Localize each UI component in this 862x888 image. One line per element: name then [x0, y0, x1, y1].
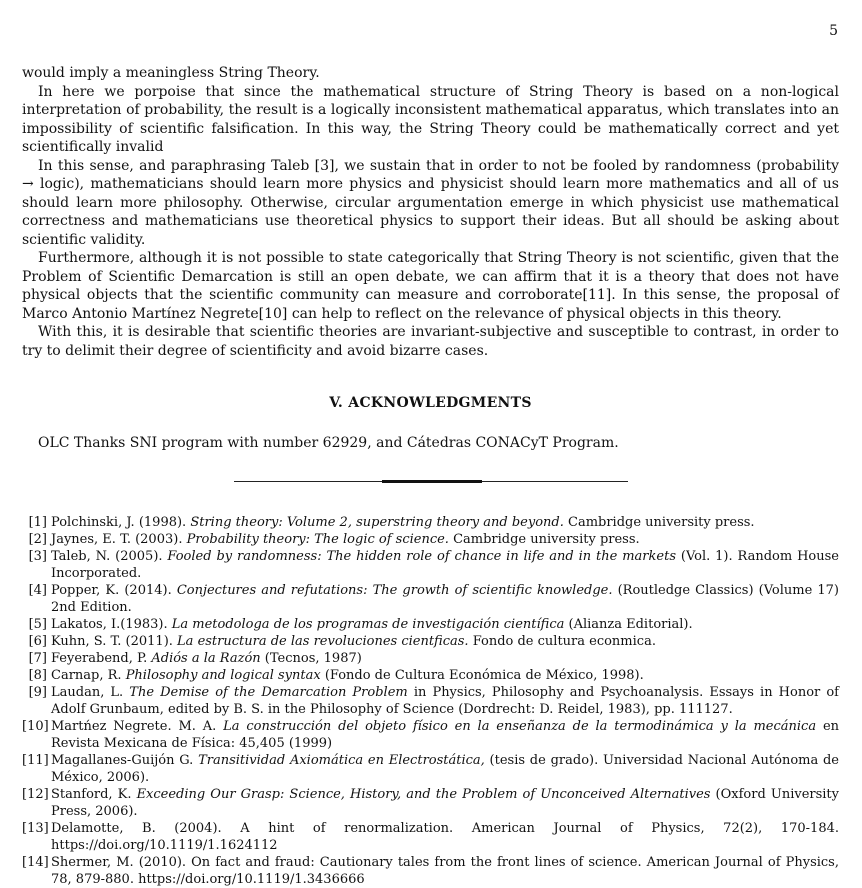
reference-details: (Routledge Classics) (Volume 17) 2nd Edition.	[51, 583, 839, 615]
reference-number: [5]	[28, 617, 47, 632]
reference-title: Transitividad Axiomática en Electrostática,	[198, 753, 485, 768]
reference-title: La estructura de las revoluciones cientficas.	[177, 634, 469, 649]
section-heading-acknowledgments: V. ACKNOWLEDGMENTS	[329, 395, 532, 411]
reference-item	[22, 667, 839, 684]
reference-number: [10]	[22, 719, 49, 734]
reference-title: La metodologa de los programas de investigación científica	[171, 617, 565, 632]
reference-text	[51, 786, 839, 820]
reference-number: [1]	[28, 515, 47, 530]
reference-authors: Lakatos, I.(1983).	[51, 617, 172, 632]
reference-authors: Kuhn, S. T. (2011).	[51, 634, 178, 649]
reference-details: (Alianza Editorial).	[564, 617, 693, 632]
reference-text	[51, 650, 839, 667]
reference-authors: Laudan, L.	[51, 685, 130, 700]
reference-text	[51, 633, 839, 650]
reference-title: Adiós a la Razón	[151, 651, 261, 666]
reference-details: (Oxford University Press, 2006).	[51, 787, 840, 819]
reference-text	[51, 820, 839, 854]
reference-authors: Feyerabend, P.	[51, 651, 152, 666]
reference-number: [3]	[28, 549, 47, 564]
acknowledgments-text: OLC Thanks SNI program with number 62929, and Cátedras CONACyT Program.	[38, 435, 619, 451]
reference-text	[51, 531, 839, 548]
reference-text	[51, 752, 839, 786]
reference-title: The Demise of the Demarcation Problem	[129, 685, 408, 700]
paragraph-2: In here we porpoise that since the mathematical structure of String Theory is based on a non-logical interpretation of probability, the result is a logically inconsistent mathematical apparatus, which translates into an impossibility of scientific falsification. In this way, the String Theory could be mathematically correct and yet scientifically invalid	[22, 83, 839, 155]
reference-title: Exceeding Our Grasp: Science, History, and the Problem of Unconceived Alternatives	[136, 787, 711, 802]
reference-text	[51, 616, 839, 633]
reference-details: in Physics, Philosophy and Psychoanalysis. Essays in Honor of Adolf Grunbaum, edited by B. S. in the Philosophy of Science (Dordrecht: D. Reidel, 1983), pp. 111127.	[51, 685, 839, 717]
reference-text	[51, 718, 839, 752]
reference-item	[22, 616, 839, 633]
reference-details: (Tecnos, 1987)	[260, 651, 362, 666]
page-number: 5	[829, 23, 838, 39]
reference-authors: Magallanes-Guijón G.	[51, 753, 199, 768]
reference-text	[51, 582, 839, 616]
reference-text	[51, 684, 839, 718]
reference-title: Probability theory: The logic of science.	[186, 532, 449, 547]
reference-details: Fondo de cultura econmica.	[468, 634, 656, 649]
reference-number: [6]	[28, 634, 47, 649]
reference-authors: Martńez Negrete. M. A.	[51, 719, 224, 734]
divider-thick-line	[382, 480, 482, 483]
reference-number: [9]	[28, 685, 47, 700]
reference-details: (Vol. 1). Random House Incorporated.	[51, 549, 839, 581]
reference-list	[22, 514, 839, 888]
reference-item	[22, 718, 839, 752]
reference-number: [4]	[28, 583, 47, 598]
reference-text	[51, 854, 839, 888]
paragraph-5: With this, it is desirable that scientific theories are invariant-subjective and susceptible to contrast, in order to try to delimit their degree of scientificity and avoid bizarre cases.	[22, 324, 839, 359]
reference-item	[22, 752, 839, 786]
reference-title: La construcción del objeto físico en la enseñanza de la termodinámica y la mecánica	[223, 719, 817, 734]
reference-authors: Taleb, N. (2005).	[51, 549, 168, 564]
paragraph-1: would imply a meaningless String Theory.	[22, 65, 320, 81]
reference-details: en Revista Mexicana de Física: 45,405 (1999)	[51, 719, 840, 751]
reference-details: Cambridge university press.	[448, 532, 640, 547]
reference-number: [12]	[22, 787, 49, 802]
reference-title: String theory: Volume 2, superstring theory and beyond.	[190, 515, 564, 530]
page-content	[22, 64, 839, 888]
reference-authors: Jaynes, E. T. (2003).	[51, 532, 187, 547]
reference-item	[22, 514, 839, 531]
reference-title: Conjectures and refutations: The growth of scientific knowledge.	[176, 583, 613, 598]
reference-item	[22, 786, 839, 820]
references-divider	[22, 480, 839, 484]
reference-item	[22, 684, 839, 718]
reference-authors: Stanford, K.	[51, 787, 137, 802]
reference-item	[22, 854, 839, 888]
reference-item	[22, 820, 839, 854]
reference-title: Philosophy and logical syntax	[125, 668, 321, 683]
reference-text	[51, 548, 839, 582]
reference-number: [2]	[28, 532, 47, 547]
reference-authors: Popper, K. (2014).	[51, 583, 177, 598]
reference-text	[51, 667, 839, 684]
reference-number: [7]	[28, 651, 47, 666]
reference-text	[51, 514, 839, 531]
reference-item	[22, 633, 839, 650]
paragraph-3: In this sense, and paraphrasing Taleb [3], we sustain that in order to not be fooled by randomness (probability → logic), mathematicians should learn more physics and physicist should learn more mathematics and all of us should learn more philosophy. Otherwise, circular argumentation emerge in which physicist use mathematical correctness and mathematicians use theoretical physics to support their ideas. But all should be asking about scientific validity.	[22, 157, 839, 248]
reference-item	[22, 548, 839, 582]
reference-details: Cambridge university press.	[563, 515, 755, 530]
reference-item	[22, 650, 839, 667]
reference-number: [8]	[28, 668, 47, 683]
reference-authors: Delamotte, B. (2004). A hint of renormalization. American Journal of Physics, 72(2), 170-184. https://doi.org/10.1119/1.1624112	[51, 821, 839, 853]
reference-authors: Shermer, M. (2010). On fact and fraud: Cautionary tales from the front lines of science. American Journal of Physics, 78, 879-880. https://doi.org/10.1119/1.3436666	[51, 855, 839, 887]
reference-title: Fooled by randomness: The hidden role of chance in life and in the markets	[167, 549, 676, 564]
reference-number: [11]	[22, 753, 49, 768]
reference-details: (tesis de grado). Universidad Nacional Autónoma de México, 2006).	[51, 753, 839, 785]
reference-item	[22, 582, 839, 616]
reference-authors: Polchinski, J. (1998).	[51, 515, 191, 530]
paragraph-4: Furthermore, although it is not possible to state categorically that String Theory is not scientific, given that the Problem of Scientific Demarcation is still an open debate, we can affirm that it is a theory that does not have physical objects that the scientific community can measure and corroborate[11]. In this sense, the proposal of Marco Antonio Martínez Negrete[10] can help to reflect on the relevance of physical objects in this theory.	[22, 250, 839, 322]
reference-number: [14]	[22, 855, 49, 870]
reference-item	[22, 531, 839, 548]
reference-number: [13]	[22, 821, 49, 836]
reference-authors: Carnap, R.	[51, 668, 126, 683]
reference-details: (Fondo de Cultura Económica de México, 1998).	[320, 668, 644, 683]
